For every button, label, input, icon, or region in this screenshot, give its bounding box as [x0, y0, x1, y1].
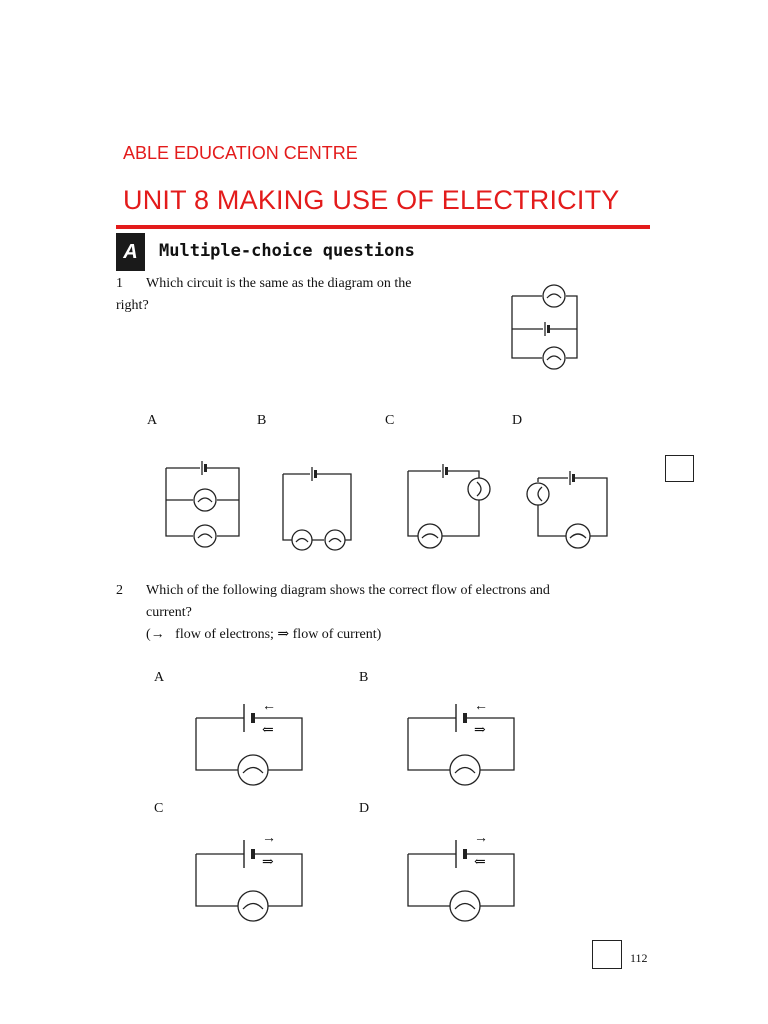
q1-reference-circuit	[505, 284, 595, 374]
q2-b-electron-arrow: ←	[474, 699, 488, 714]
q2-text-line1: Which of the following diagram shows the correct flow of electrons and	[146, 583, 550, 598]
q1-option-d-circuit	[523, 458, 618, 553]
q1-option-b-circuit	[278, 460, 368, 550]
q2-option-b-circuit	[408, 700, 518, 790]
q1-option-a-label: A	[147, 413, 158, 428]
q2-a-electron-arrow: ←	[262, 699, 276, 714]
q1-option-b-label: B	[257, 413, 267, 428]
section-title: Multiple-choice questions	[159, 241, 415, 261]
q2-option-d-circuit	[408, 836, 518, 926]
q2-option-d-label: D	[359, 801, 370, 816]
q2-option-a-label: A	[154, 670, 165, 685]
q2-c-electron-arrow: →	[262, 831, 276, 846]
q2-d-electron-arrow: →	[474, 831, 488, 846]
school-name: ABLE EDUCATION CENTRE	[123, 143, 358, 163]
q2-d-current-arrow: ⇐	[474, 855, 486, 870]
section-letter-badge: A	[116, 233, 145, 271]
q2-c-current-arrow: ⇒	[262, 855, 274, 870]
q2-option-c-label: C	[154, 801, 164, 816]
q1-number: 1	[116, 276, 123, 291]
q2-option-b-label: B	[359, 670, 369, 685]
q2-answer-box[interactable]	[592, 940, 622, 969]
page-number: 112	[630, 951, 648, 965]
unit-title: UNIT 8 MAKING USE OF ELECTRICITY	[123, 185, 620, 215]
q2-b-current-arrow: ⇒	[474, 723, 486, 738]
q1-option-d-label: D	[512, 413, 523, 428]
q1-option-c-circuit	[402, 455, 497, 550]
q1-text-line1: Which circuit is the same as the diagram on the	[146, 276, 412, 291]
title-underline	[116, 225, 650, 229]
q2-a-current-arrow: ⇐	[262, 723, 274, 738]
q1-text-line2: right?	[116, 298, 149, 313]
q2-legend: (→ flow of electrons; ⇒ flow of current)	[146, 627, 382, 642]
q1-option-c-label: C	[385, 413, 395, 428]
q2-option-a-circuit	[196, 700, 306, 790]
q2-text-line2: current?	[146, 605, 192, 620]
q1-answer-box[interactable]	[665, 455, 694, 482]
q2-number: 2	[116, 583, 123, 598]
q1-option-a-circuit	[160, 460, 250, 550]
q2-option-c-circuit	[196, 836, 306, 926]
